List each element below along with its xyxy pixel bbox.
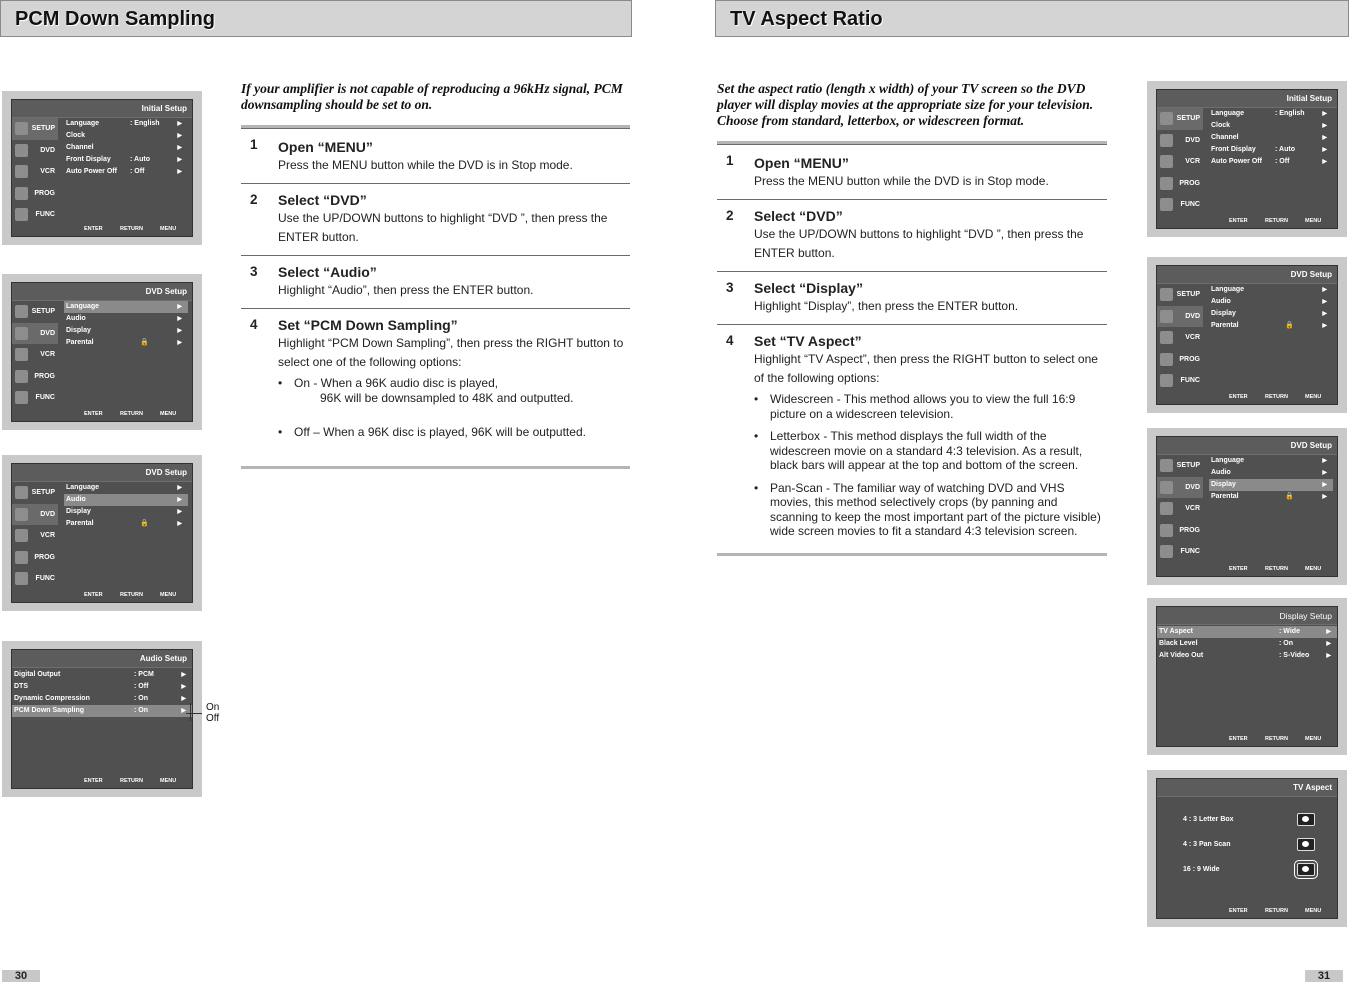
osd-row: Language ▶ bbox=[1211, 457, 1327, 464]
osd-footer: ENTER RETURN MENU bbox=[1229, 566, 1322, 572]
setup-icon bbox=[15, 122, 28, 135]
side-func: FUNC bbox=[12, 204, 58, 226]
func-icon bbox=[15, 391, 28, 404]
option-item bbox=[754, 429, 1107, 473]
step-title: Select “Audio” bbox=[278, 264, 377, 280]
step-number: 3 bbox=[250, 264, 258, 279]
osd-footer: ENTER RETURN MENU bbox=[84, 226, 177, 232]
step-number: 4 bbox=[250, 317, 258, 332]
osd-menu bbox=[1209, 108, 1333, 168]
osd-audio-setup bbox=[2, 641, 202, 797]
side-prog: PROG bbox=[12, 547, 58, 569]
page-number-right: 31 bbox=[1305, 970, 1343, 982]
option-text: Off – When a 96K disc is played, 96K will be outputted. bbox=[294, 425, 586, 439]
osd-row: Auto Power Off : Off ▶ bbox=[1211, 158, 1327, 165]
func-icon bbox=[1160, 198, 1173, 211]
left-intro: If your amplifier is not capable of reproducing a 96kHz signal, PCM downsampling should be set to on. bbox=[241, 81, 623, 112]
osd-footer: ENTER RETURN MENU bbox=[84, 411, 177, 417]
prog-icon bbox=[15, 187, 28, 200]
option-text-cont: 96K will be downsampled to 48K and outputted. bbox=[320, 390, 574, 405]
left-step-2 bbox=[241, 183, 630, 255]
osd-row: Clock ▶ bbox=[1211, 122, 1327, 129]
vcr-icon bbox=[15, 348, 28, 361]
step-desc: Press the MENU button while the DVD is in Stop mode. bbox=[754, 174, 1049, 188]
osd-menu bbox=[64, 118, 188, 178]
side-dvd: DVD bbox=[1157, 130, 1203, 152]
right-steps bbox=[717, 141, 1107, 556]
osd-menu bbox=[1209, 284, 1333, 332]
left-steps bbox=[241, 125, 630, 469]
osd-menu bbox=[1157, 626, 1337, 662]
step-number: 2 bbox=[726, 208, 734, 223]
side-prog: PROG bbox=[1157, 520, 1203, 542]
option-item bbox=[754, 392, 1107, 421]
step-number: 2 bbox=[250, 192, 258, 207]
option-item bbox=[278, 376, 630, 405]
side-vcr: VCR bbox=[12, 161, 58, 183]
left-step-4 bbox=[241, 308, 630, 466]
osd-row: Channel ▶ bbox=[66, 144, 182, 151]
side-func: FUNC bbox=[12, 387, 58, 409]
setup-icon bbox=[15, 486, 28, 499]
side-vcr: VCR bbox=[12, 525, 58, 547]
right-step-1 bbox=[717, 144, 1107, 199]
side-setup: SETUP bbox=[12, 301, 58, 323]
step-number: 1 bbox=[726, 153, 734, 168]
right-step-2 bbox=[717, 199, 1107, 271]
option-list bbox=[754, 392, 1107, 539]
side-dvd: DVD bbox=[12, 504, 58, 526]
side-setup: SETUP bbox=[12, 118, 58, 140]
osd-row: Dynamic Compression : On ▶ bbox=[14, 695, 186, 702]
step-desc: Highlight “Display”, then press the ENTER button. bbox=[754, 299, 1019, 313]
osd-row: Audio ▶ bbox=[66, 315, 182, 322]
step-title: Open “MENU” bbox=[278, 139, 373, 155]
option-list bbox=[278, 376, 630, 440]
step-title: Select “DVD” bbox=[754, 208, 843, 224]
osd-dvd-setup-left-2 bbox=[2, 455, 202, 611]
step-number: 3 bbox=[726, 280, 734, 295]
lock-icon: 🔒 bbox=[140, 520, 149, 527]
osd-row: PCM Down Sampling : On ▶ bbox=[12, 705, 192, 717]
dvd-icon bbox=[15, 144, 28, 157]
side-prog: PROG bbox=[12, 366, 58, 388]
osd-title: Initial Setup bbox=[141, 104, 187, 113]
setup-icon bbox=[15, 305, 28, 318]
osd-title: DVD Setup bbox=[1290, 270, 1332, 279]
side-func: FUNC bbox=[1157, 541, 1203, 563]
onoff-labels bbox=[206, 702, 219, 724]
prog-icon bbox=[1160, 177, 1173, 190]
right-step-4 bbox=[717, 324, 1107, 553]
osd-row: Display ▶ bbox=[66, 508, 182, 515]
osd-row: Parental 🔒 ▶ bbox=[1209, 320, 1333, 332]
osd-row: Digital Output : PCM ▶ bbox=[14, 671, 186, 678]
option-item bbox=[278, 425, 630, 440]
side-setup: SETUP bbox=[1157, 284, 1203, 306]
step-desc: Highlight “PCM Down Sampling”, then press the RIGHT button to select one of the following options: bbox=[278, 336, 624, 369]
setup-icon bbox=[1160, 459, 1173, 472]
osd-row: Channel ▶ bbox=[1211, 134, 1327, 141]
osd-display-setup bbox=[1147, 598, 1347, 755]
step-desc: Press the MENU button while the DVD is in Stop mode. bbox=[278, 158, 573, 172]
osd-footer: ENTER RETURN MENU bbox=[84, 592, 177, 598]
step-title: Set “TV Aspect” bbox=[754, 333, 862, 349]
vcr-icon bbox=[1160, 155, 1173, 168]
osd-row: Clock ▶ bbox=[66, 132, 182, 139]
aspect-option-panscan: 4 : 3 Pan Scan bbox=[1183, 841, 1231, 848]
vcr-icon bbox=[15, 165, 28, 178]
osd-footer: ENTER RETURN MENU bbox=[84, 778, 177, 784]
osd-footer: ENTER RETURN MENU bbox=[1229, 394, 1322, 400]
osd-row: Front Display : Auto ▶ bbox=[1211, 146, 1327, 153]
osd-menu bbox=[64, 301, 188, 349]
option-text: Letterbox - This method displays the full width of the widescreen movie on a standard 4:3 television. As a result, black bars will appear at the top and bottom of the screen. bbox=[770, 429, 1083, 472]
step-desc: Highlight “TV Aspect”, then press the RIGHT button to select one of the following options: bbox=[754, 352, 1098, 385]
radio-letterbox bbox=[1297, 813, 1315, 826]
osd-dvd-setup-right-2 bbox=[1147, 428, 1347, 585]
step-desc: Use the UP/DOWN buttons to highlight “DVD ”, then press the ENTER button. bbox=[278, 211, 608, 244]
side-prog: PROG bbox=[12, 183, 58, 205]
side-func: FUNC bbox=[1157, 370, 1203, 392]
side-dvd: DVD bbox=[1157, 306, 1203, 328]
osd-footer: ENTER RETURN MENU bbox=[1229, 218, 1322, 224]
osd-menu bbox=[12, 669, 192, 717]
osd-title: Initial Setup bbox=[1286, 94, 1332, 103]
osd-title: DVD Setup bbox=[145, 287, 187, 296]
side-func: FUNC bbox=[12, 568, 58, 590]
aspect-option-letterbox: 4 : 3 Letter Box bbox=[1183, 816, 1234, 823]
func-icon bbox=[1160, 545, 1173, 558]
func-icon bbox=[15, 208, 28, 221]
side-dvd: DVD bbox=[12, 323, 58, 345]
page-number-left: 30 bbox=[2, 970, 40, 982]
lock-icon: 🔒 bbox=[140, 339, 149, 346]
aspect-option-wide: 16 : 9 Wide bbox=[1183, 866, 1220, 873]
right-header-bar bbox=[715, 0, 1349, 37]
osd-title: DVD Setup bbox=[1290, 441, 1332, 450]
dvd-icon bbox=[15, 508, 28, 521]
osd-title: Audio Setup bbox=[139, 654, 187, 663]
step-title: Select “Display” bbox=[754, 280, 863, 296]
osd-row: Audio ▶ bbox=[1211, 469, 1327, 476]
off-label: Off bbox=[206, 713, 220, 724]
lock-icon: 🔒 bbox=[1285, 322, 1294, 329]
osd-footer: ENTER RETURN MENU bbox=[1229, 908, 1322, 914]
setup-icon bbox=[1160, 288, 1173, 301]
dvd-icon bbox=[1160, 134, 1173, 147]
left-page-title: PCM Down Sampling bbox=[15, 8, 215, 30]
osd-row: Language : English ▶ bbox=[1211, 110, 1327, 117]
side-dvd: DVD bbox=[1157, 477, 1203, 499]
osd-row: Audio ▶ bbox=[1211, 298, 1327, 305]
step-title: Open “MENU” bbox=[754, 155, 849, 171]
vcr-icon bbox=[15, 529, 28, 542]
right-step-3 bbox=[717, 271, 1107, 324]
side-dvd: DVD bbox=[12, 140, 58, 162]
osd-row: Language ▶ bbox=[64, 301, 188, 313]
osd-row: Alt Video Out : S-Video ▶ bbox=[1159, 652, 1331, 659]
left-header-bar bbox=[0, 0, 632, 37]
step-number: 1 bbox=[250, 137, 258, 152]
side-vcr: VCR bbox=[1157, 151, 1203, 173]
vcr-icon bbox=[1160, 331, 1173, 344]
step-desc: Highlight “Audio”, then press the ENTER button. bbox=[278, 283, 534, 297]
osd-row: Audio ▶ bbox=[64, 494, 188, 506]
step-title: Select “DVD” bbox=[278, 192, 367, 208]
side-setup: SETUP bbox=[12, 482, 58, 504]
onoff-bracket bbox=[190, 703, 203, 721]
osd-row: Parental 🔒 ▶ bbox=[64, 337, 188, 349]
setup-icon bbox=[1160, 112, 1173, 125]
side-func: FUNC bbox=[1157, 194, 1203, 216]
side-prog: PROG bbox=[1157, 173, 1203, 195]
option-text: Pan-Scan - The familiar way of watching DVD and VHS movies, this method selectively crops (by panning and scanning to keep the most important part of the picture visible) wide screen movies to fit a standard 4:3 television screen. bbox=[770, 480, 1101, 538]
side-setup: SETUP bbox=[1157, 108, 1203, 130]
side-prog: PROG bbox=[1157, 349, 1203, 371]
option-text: Widescreen - This method allows you to view the full 16:9 picture on a widescreen television. bbox=[770, 392, 1076, 421]
osd-row: Front Display : Auto ▶ bbox=[66, 156, 182, 163]
func-icon bbox=[1160, 374, 1173, 387]
side-setup: SETUP bbox=[1157, 455, 1203, 477]
option-item bbox=[754, 481, 1107, 539]
prog-icon bbox=[15, 370, 28, 383]
osd-row: Display ▶ bbox=[66, 327, 182, 334]
side-vcr: VCR bbox=[12, 344, 58, 366]
step-desc: Use the UP/DOWN buttons to highlight “DVD ”, then press the ENTER button. bbox=[754, 227, 1084, 260]
func-icon bbox=[15, 572, 28, 585]
osd-row: Language ▶ bbox=[66, 484, 182, 491]
radio-wide bbox=[1297, 863, 1315, 876]
osd-row: Parental 🔒 ▶ bbox=[64, 518, 188, 530]
side-vcr: VCR bbox=[1157, 498, 1203, 520]
osd-row: Language ▶ bbox=[1211, 286, 1327, 293]
dvd-icon bbox=[15, 327, 28, 340]
lock-icon: 🔒 bbox=[1285, 493, 1294, 500]
dvd-icon bbox=[1160, 481, 1173, 494]
right-page-title: TV Aspect Ratio bbox=[730, 8, 883, 30]
left-step-3 bbox=[241, 255, 630, 308]
osd-row: Auto Power Off : Off ▶ bbox=[66, 168, 182, 175]
dvd-icon bbox=[1160, 310, 1173, 323]
side-vcr: VCR bbox=[1157, 327, 1203, 349]
vcr-icon bbox=[1160, 502, 1173, 515]
osd-title: Display Setup bbox=[1279, 611, 1332, 621]
option-text: On - When a 96K audio disc is played, bbox=[294, 376, 499, 390]
osd-initial-setup-right bbox=[1147, 81, 1347, 237]
osd-initial-setup-left bbox=[2, 91, 202, 245]
osd-menu bbox=[64, 482, 188, 530]
osd-row: Display ▶ bbox=[1209, 479, 1333, 491]
on-label: On bbox=[206, 702, 220, 713]
prog-icon bbox=[15, 551, 28, 564]
osd-row: TV Aspect : Wide ▶ bbox=[1157, 626, 1337, 638]
osd-row: Parental 🔒 ▶ bbox=[1209, 491, 1333, 503]
osd-row: DTS : Off ▶ bbox=[14, 683, 186, 690]
osd-menu bbox=[1209, 455, 1333, 503]
osd-dvd-setup-left-1 bbox=[2, 274, 202, 430]
osd-tv-aspect bbox=[1147, 770, 1347, 927]
step-title: Set “PCM Down Sampling” bbox=[278, 317, 458, 333]
prog-icon bbox=[1160, 353, 1173, 366]
osd-dvd-setup-right-1 bbox=[1147, 257, 1347, 413]
prog-icon bbox=[1160, 524, 1173, 537]
osd-title: TV Aspect bbox=[1293, 783, 1332, 792]
osd-row: Black Level : On ▶ bbox=[1159, 640, 1331, 647]
step-number: 4 bbox=[726, 333, 734, 348]
left-step-1 bbox=[241, 128, 630, 183]
right-intro: Set the aspect ratio (length x width) of your TV screen so the DVD player will display movies at the appropriate size for your television. Choose from standard, letterbox, or widescreen format. bbox=[717, 81, 1094, 128]
osd-row: Language : English ▶ bbox=[66, 120, 182, 127]
onoff-bracket-line bbox=[186, 713, 202, 714]
osd-title: DVD Setup bbox=[145, 468, 187, 477]
radio-panscan bbox=[1297, 838, 1315, 851]
osd-footer: ENTER RETURN MENU bbox=[1229, 736, 1322, 742]
osd-row: Display ▶ bbox=[1211, 310, 1327, 317]
